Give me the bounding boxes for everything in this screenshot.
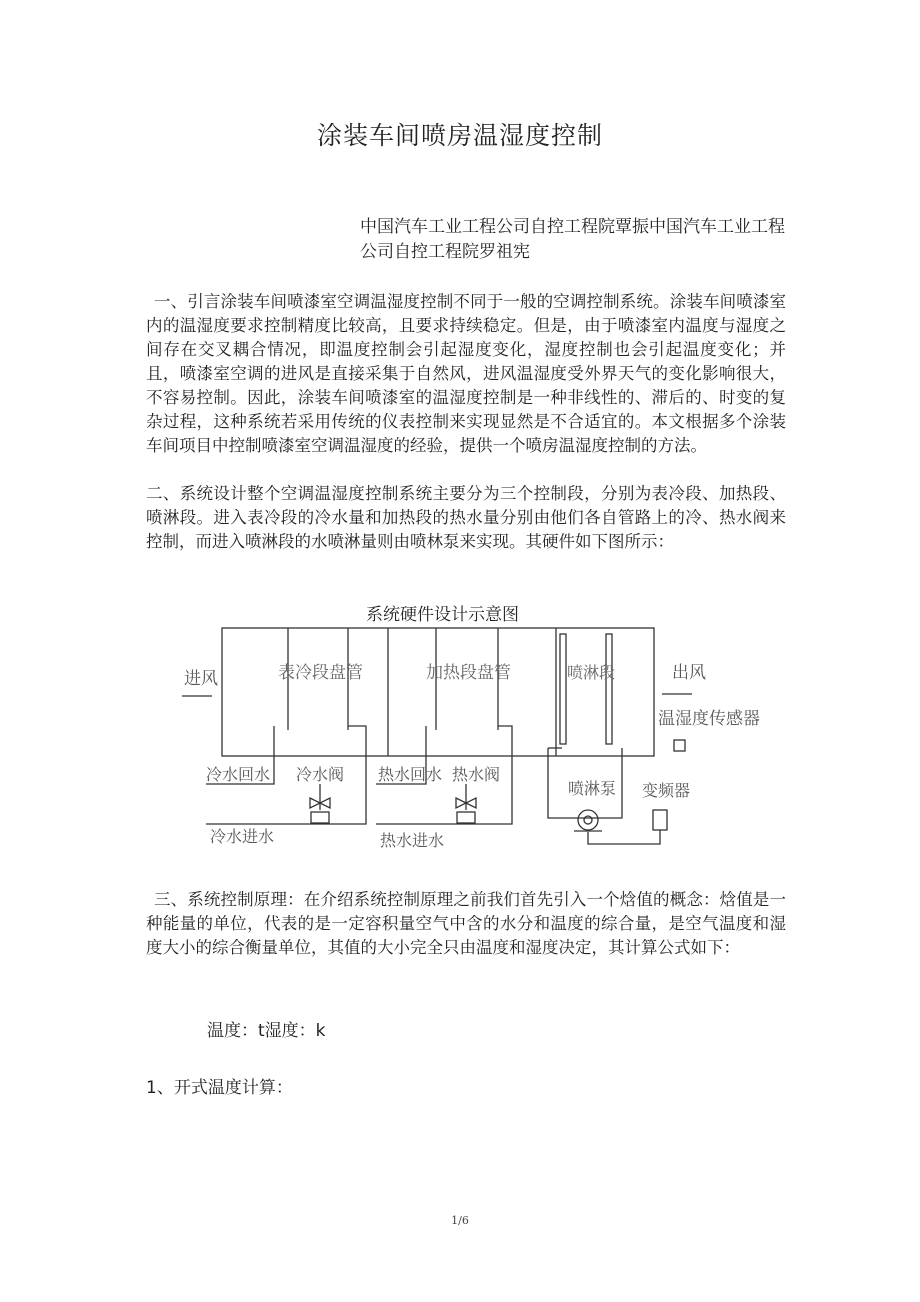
label-inlet: 进风 <box>184 669 218 689</box>
sensor-box <box>674 740 685 751</box>
cold-valve-box <box>311 812 329 823</box>
label-cooling-coil: 表冷段盘管 <box>278 663 363 683</box>
label-sensor: 温湿度传感器 <box>658 709 760 729</box>
hot-valve-box <box>457 812 475 823</box>
diagram-title: 系统硬件设计示意图 <box>366 605 519 625</box>
formula-variables: 温度：t湿度：k <box>207 1021 326 1041</box>
spray-pump-hub <box>584 816 592 824</box>
vfd-wire <box>588 830 660 844</box>
label-cold-valve: 冷水阀 <box>296 765 345 784</box>
document-title: 涂装车间喷房温湿度控制 <box>316 121 603 150</box>
label-hot-return: 热水回水 <box>378 765 443 784</box>
label-cold-return: 冷水回水 <box>206 765 271 784</box>
label-heating-coil: 加热段盘管 <box>426 663 511 683</box>
label-outlet: 出风 <box>672 663 706 683</box>
paragraph-system-design: 二、系统设计整个空调温湿度控制系统主要分为三个控制段，分别为表冷段、加热段、喷淋段。进入表冷段的冷水量和加热段的热水量分别由他们各自管路上的冷、热水阀来控制，而进入喷淋段的水喷淋量则由喷林泵来实现。其硬件如下图所示： <box>146 484 786 551</box>
label-spray-pump: 喷淋泵 <box>568 779 617 798</box>
spray-pump-icon <box>578 810 598 830</box>
hardware-diagram <box>170 598 770 858</box>
label-cold-supply: 冷水进水 <box>210 827 275 846</box>
label-hot-supply: 热水进水 <box>380 831 445 850</box>
label-vfd: 变频器 <box>642 781 691 800</box>
vfd-box <box>653 810 667 830</box>
author-line: 中国汽车工业工程公司自控工程院覃振中国汽车工业工程公司自控工程院罗祖宪 <box>360 217 785 262</box>
spray-bar-left <box>560 634 566 744</box>
section-heading-open-temperature: 1、开式温度计算： <box>146 1078 293 1098</box>
paragraph-introduction: 一、引言涂装车间喷漆室空调温湿度控制不同于一般的空调控制系统。涂装车间喷漆室内的温湿度要求控制精度比较高，且要求持续稳定。但是，由于喷漆室内温度与湿度之间存在交叉耦合情况，即温度控制会引起湿度变化，湿度控制也会引起温度变化；并且，喷漆室空调的进风是直接采集于自然风，进风温湿度受外界天气的变化影响很大，不容易控制。因此，涂装车间喷漆室的温湿度控制是一种非线性的、滞后的、时变的复杂过程，这种系统若采用传统的仪表控制来实现显然是不合适宜的。本文根据多个涂装车间项目中控制喷漆室空调温湿度的经验，提供一个喷房温湿度控制的方法。 <box>146 292 786 455</box>
spray-bar-right <box>606 634 612 744</box>
page-number: 1/6 <box>451 1214 469 1227</box>
label-spray-section: 喷淋段 <box>567 663 616 682</box>
label-hot-valve: 热水阀 <box>452 765 501 784</box>
housing-outline <box>222 628 654 756</box>
paragraph-control-principle: 三、系统控制原理：在介绍系统控制原理之前我们首先引入一个焓值的概念：焓值是一种能量的单位，代表的是一定容积量空气中含的水分和温度的综合量，是空气温度和湿度大小的综合衡量单位，其值的大小完全只由温度和湿度决定，其计算公式如下： <box>146 890 786 957</box>
